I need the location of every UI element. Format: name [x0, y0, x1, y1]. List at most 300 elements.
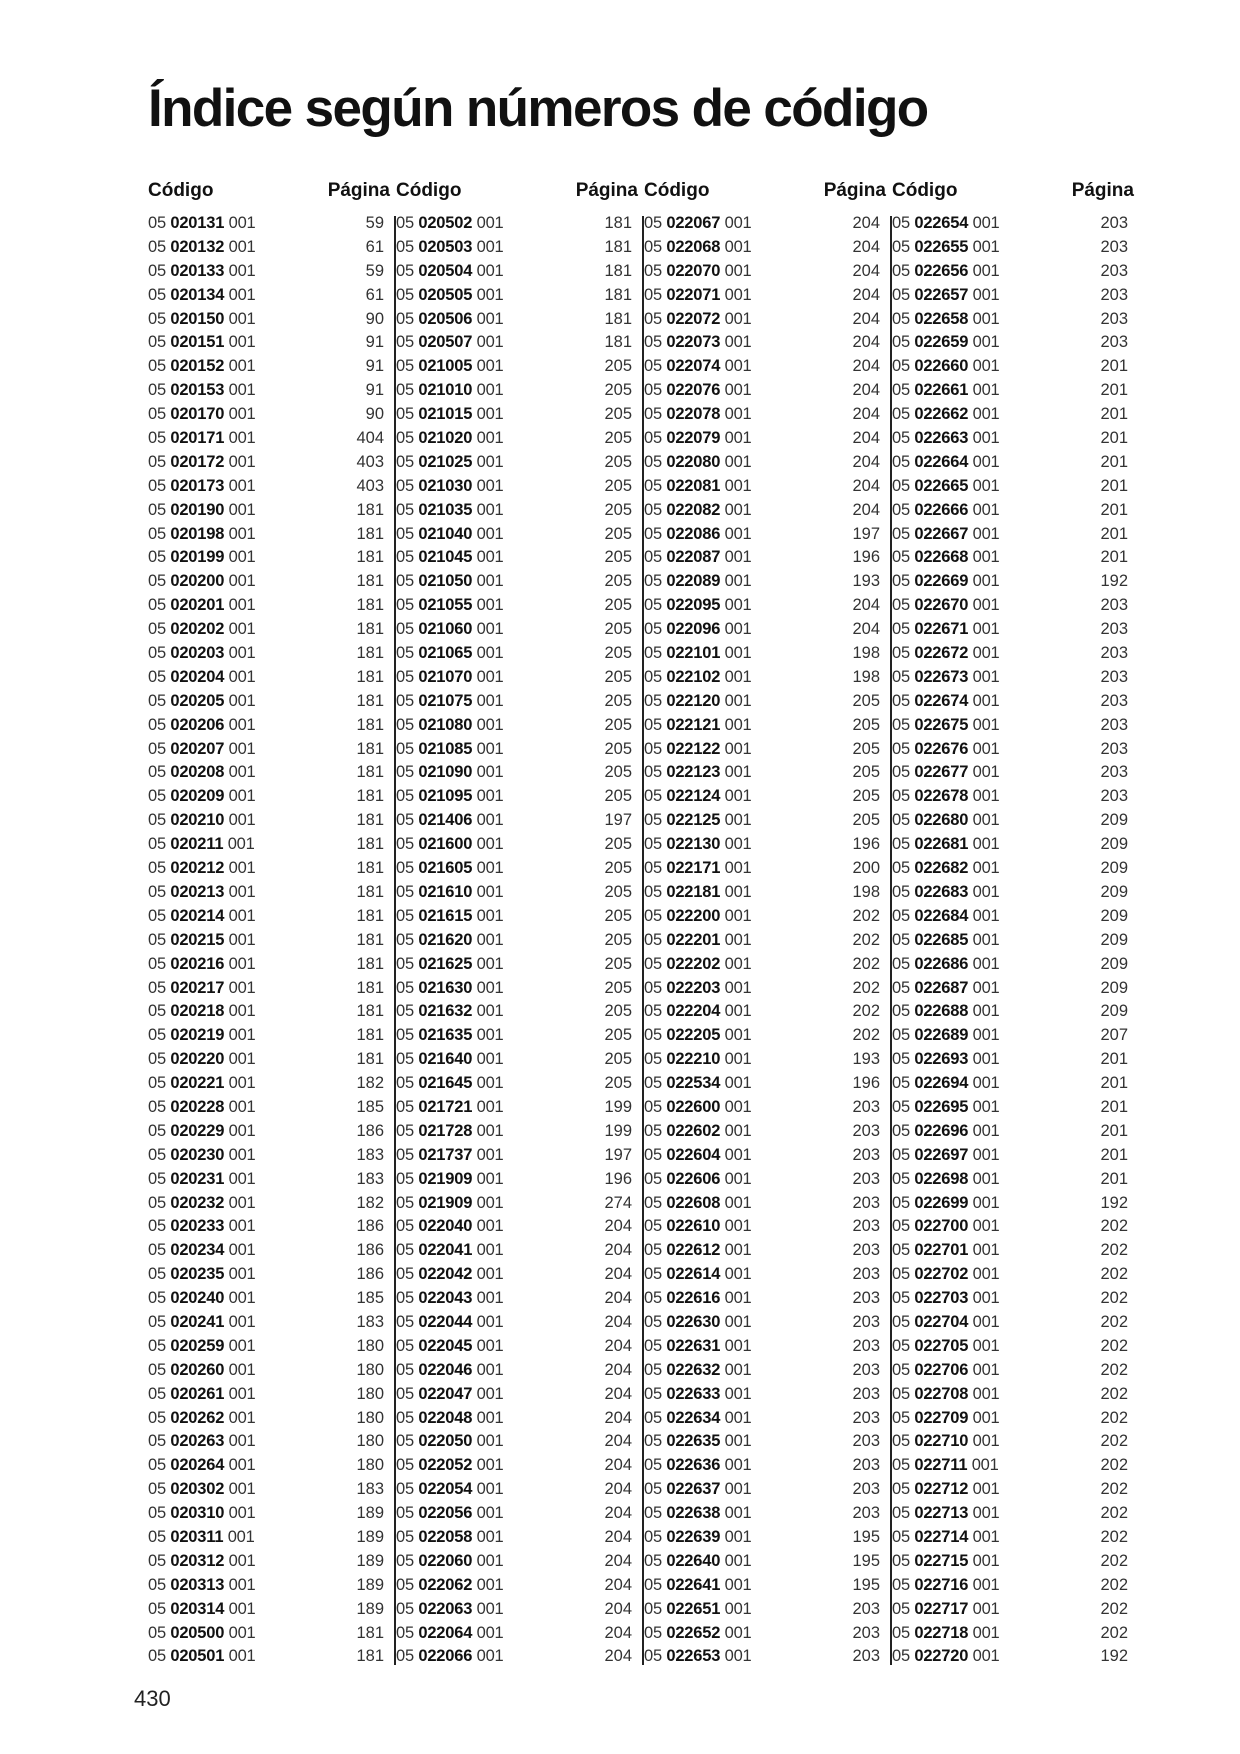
index-row: [892, 1120, 1140, 1144]
index-row: [396, 857, 644, 881]
index-row: [396, 1598, 644, 1622]
page-reference: 181: [356, 667, 384, 686]
index-row: [148, 785, 396, 809]
code-number: 05 022671 001: [892, 620, 1000, 639]
index-row: [644, 570, 892, 594]
index-row: [892, 1502, 1140, 1526]
index-row: [396, 881, 644, 905]
page-reference: 181: [604, 285, 632, 304]
index-list: [396, 212, 644, 1669]
index-row: [148, 1335, 396, 1359]
page-reference: 201: [1100, 524, 1128, 543]
index-row: [892, 1359, 1140, 1383]
index-row: [396, 1622, 644, 1646]
code-number: 05 022080 001: [644, 452, 752, 471]
index-row: [148, 570, 396, 594]
index-row: [644, 1550, 892, 1574]
page-reference: 181: [356, 978, 384, 997]
index-row: [148, 499, 396, 523]
page-reference: 186: [356, 1217, 384, 1236]
code-number: 05 022673 001: [892, 667, 1000, 686]
code-number: 05 022122 001: [644, 739, 752, 758]
index-row: [148, 977, 396, 1001]
code-number: 05 022716 001: [892, 1575, 1000, 1594]
code-number: 05 020210 001: [148, 811, 256, 830]
page-reference: 203: [852, 1647, 880, 1666]
page-reference: 181: [356, 715, 384, 734]
index-row: [148, 1502, 396, 1526]
code-number: 05 021406 001: [396, 811, 504, 830]
index-row: [644, 642, 892, 666]
index-row: [644, 761, 892, 785]
code-number: 05 021630 001: [396, 978, 504, 997]
page-reference: 90: [365, 309, 384, 328]
page-reference: 201: [1100, 452, 1128, 471]
page-reference: 403: [356, 476, 384, 495]
index-row: [148, 1120, 396, 1144]
index-row: [148, 1430, 396, 1454]
index-row: [148, 212, 396, 236]
page-reference: 204: [852, 429, 880, 448]
index-row: [396, 977, 644, 1001]
page-column-heading: Página: [823, 180, 886, 201]
page-reference: 199: [604, 1097, 632, 1116]
page-reference: 181: [356, 787, 384, 806]
code-number: 05 021600 001: [396, 835, 504, 854]
index-row: [644, 1048, 892, 1072]
index-column: [892, 178, 1140, 1669]
code-column-heading: Código: [396, 180, 462, 201]
page-reference: 185: [356, 1289, 384, 1308]
index-row: [644, 284, 892, 308]
index-row: [396, 690, 644, 714]
index-row: [148, 379, 396, 403]
index-row: [644, 953, 892, 977]
code-number: 05 020232 001: [148, 1193, 256, 1212]
page-reference: 205: [604, 691, 632, 710]
code-number: 05 022684 001: [892, 906, 1000, 925]
page-reference: 186: [356, 1265, 384, 1284]
page-reference: 203: [852, 1312, 880, 1331]
index-row: [644, 1454, 892, 1478]
page-reference: 205: [852, 787, 880, 806]
code-number: 05 020214 001: [148, 906, 256, 925]
code-number: 05 022081 001: [644, 476, 752, 495]
page-reference: 203: [852, 1193, 880, 1212]
index-row: [644, 929, 892, 953]
code-number: 05 022181 001: [644, 882, 752, 901]
page-reference: 204: [604, 1384, 632, 1403]
index-row: [396, 379, 644, 403]
page-reference: 204: [852, 620, 880, 639]
page-reference: 203: [852, 1121, 880, 1140]
index-row: [396, 1072, 644, 1096]
code-number: 05 020199 001: [148, 548, 256, 567]
index-row: [148, 427, 396, 451]
page-reference: 204: [604, 1432, 632, 1451]
index-row: [644, 1598, 892, 1622]
page-reference: 183: [356, 1312, 384, 1331]
page-reference: 193: [852, 572, 880, 591]
index-row: [396, 738, 644, 762]
code-number: 05 020153 001: [148, 381, 256, 400]
code-number: 05 020261 001: [148, 1384, 256, 1403]
index-row: [396, 785, 644, 809]
code-number: 05 022682 001: [892, 859, 1000, 878]
code-number: 05 022125 001: [644, 811, 752, 830]
index-row: [892, 1239, 1140, 1263]
page-reference: 195: [852, 1551, 880, 1570]
index-row: [892, 379, 1140, 403]
page-reference: 182: [356, 1193, 384, 1212]
index-row: [148, 1048, 396, 1072]
index-row: [892, 1024, 1140, 1048]
index-row: [396, 642, 644, 666]
index-row: [644, 379, 892, 403]
page-reference: 202: [1100, 1456, 1128, 1475]
page-reference: 185: [356, 1097, 384, 1116]
code-number: 05 020240 001: [148, 1289, 256, 1308]
index-row: [892, 1574, 1140, 1598]
index-row: [148, 308, 396, 332]
code-number: 05 020211 001: [148, 835, 255, 854]
page-reference: 205: [852, 811, 880, 830]
page-reference: 204: [604, 1504, 632, 1523]
index-row: [148, 905, 396, 929]
index-row: [396, 1024, 644, 1048]
page-reference: 181: [604, 309, 632, 328]
index-row: [892, 785, 1140, 809]
code-number: 05 022052 001: [396, 1456, 504, 1475]
page-reference: 204: [604, 1336, 632, 1355]
index-list: [892, 212, 1140, 1669]
page-reference: 205: [604, 620, 632, 639]
code-number: 05 022066 001: [396, 1647, 504, 1666]
page-reference: 181: [356, 906, 384, 925]
page-reference: 201: [1100, 476, 1128, 495]
page-reference: 205: [604, 500, 632, 519]
index-row: [644, 1120, 892, 1144]
code-number: 05 021620 001: [396, 930, 504, 949]
page-reference: 192: [1100, 1193, 1128, 1212]
code-number: 05 022702 001: [892, 1265, 1000, 1284]
index-row: [892, 499, 1140, 523]
page-reference: 183: [356, 1480, 384, 1499]
page-reference: 181: [356, 500, 384, 519]
index-row: [892, 738, 1140, 762]
index-row: [396, 1550, 644, 1574]
page-reference: 205: [604, 429, 632, 448]
code-number: 05 022203 001: [644, 978, 752, 997]
page-reference: 205: [604, 906, 632, 925]
page-reference: 181: [604, 261, 632, 280]
page-reference: 204: [852, 261, 880, 280]
index-row: [148, 1096, 396, 1120]
code-number: 05 022123 001: [644, 763, 752, 782]
code-number: 05 020134 001: [148, 285, 256, 304]
code-number: 05 022606 001: [644, 1169, 752, 1188]
index-row: [148, 953, 396, 977]
index-row: [892, 714, 1140, 738]
code-number: 05 022655 001: [892, 237, 1000, 256]
code-number: 05 020204 001: [148, 667, 256, 686]
page-reference: 59: [365, 261, 384, 280]
code-number: 05 022120 001: [644, 691, 752, 710]
code-number: 05 022050 001: [396, 1432, 504, 1451]
index-row: [396, 1239, 644, 1263]
code-number: 05 021080 001: [396, 715, 504, 734]
page-reference: 181: [356, 882, 384, 901]
code-number: 05 020507 001: [396, 333, 504, 352]
index-row: [892, 1048, 1140, 1072]
index-row: [892, 1407, 1140, 1431]
index-row: [396, 451, 644, 475]
code-number: 05 020202 001: [148, 620, 256, 639]
index-row: [148, 714, 396, 738]
index-row: [892, 451, 1140, 475]
code-number: 05 022101 001: [644, 644, 752, 663]
page-reference: 203: [852, 1360, 880, 1379]
page-reference: 202: [1100, 1217, 1128, 1236]
index-list: [148, 212, 396, 1669]
code-number: 05 022078 001: [644, 405, 752, 424]
code-number: 05 020171 001: [148, 429, 256, 448]
code-number: 05 022640 001: [644, 1551, 752, 1570]
page-reference: 203: [852, 1097, 880, 1116]
page-reference: 180: [356, 1336, 384, 1355]
code-number: 05 020207 001: [148, 739, 256, 758]
page-reference: 202: [1100, 1408, 1128, 1427]
code-number: 05 022654 001: [892, 214, 1000, 232]
page-reference: 202: [1100, 1599, 1128, 1618]
page-reference: 204: [604, 1623, 632, 1642]
page-reference: 202: [852, 978, 880, 997]
page-reference: 205: [604, 1050, 632, 1069]
index-row: [644, 594, 892, 618]
index-row: [892, 403, 1140, 427]
page-reference: 205: [604, 476, 632, 495]
page-reference: 198: [852, 667, 880, 686]
page-reference: 203: [1100, 644, 1128, 663]
index-row: [892, 761, 1140, 785]
code-number: 05 022056 001: [396, 1504, 504, 1523]
code-column-heading: Código: [148, 180, 214, 201]
index-row: [396, 212, 644, 236]
index-row: [148, 1550, 396, 1574]
index-row: [396, 618, 644, 642]
index-row: [892, 1478, 1140, 1502]
index-row: [892, 1000, 1140, 1024]
code-column-heading: Código: [892, 180, 958, 201]
page-reference: 196: [604, 1169, 632, 1188]
code-number: 05 021060 001: [396, 620, 504, 639]
code-number: 05 022086 001: [644, 524, 752, 543]
code-number: 05 022685 001: [892, 930, 1000, 949]
code-number: 05 022040 001: [396, 1217, 504, 1236]
index-row: [148, 1454, 396, 1478]
index-row: [396, 1096, 644, 1120]
page-reference: 197: [604, 811, 632, 830]
index-row: [148, 833, 396, 857]
index-row: [892, 929, 1140, 953]
page-reference: 181: [604, 333, 632, 352]
index-row: [644, 1335, 892, 1359]
code-number: 05 022664 001: [892, 452, 1000, 471]
code-number: 05 022638 001: [644, 1504, 752, 1523]
page-reference: 201: [1100, 357, 1128, 376]
index-row: [396, 714, 644, 738]
index-row: [148, 1526, 396, 1550]
code-number: 05 022612 001: [644, 1241, 752, 1260]
page-reference: 205: [604, 787, 632, 806]
page-reference: 90: [365, 405, 384, 424]
page-reference: 181: [356, 548, 384, 567]
code-number: 05 020212 001: [148, 859, 256, 878]
index-row: [644, 1287, 892, 1311]
page-reference: 204: [852, 452, 880, 471]
code-column-heading: Código: [644, 180, 710, 201]
page-reference: 201: [1100, 405, 1128, 424]
index-row: [396, 403, 644, 427]
page-reference: 196: [852, 548, 880, 567]
index-row: [892, 642, 1140, 666]
index-row: [396, 1574, 644, 1598]
page-reference: 205: [604, 882, 632, 901]
index-row: [396, 260, 644, 284]
code-number: 05 022665 001: [892, 476, 1000, 495]
index-row: [148, 1645, 396, 1669]
index-column: [396, 178, 644, 1669]
code-number: 05 022699 001: [892, 1193, 1000, 1212]
code-number: 05 020228 001: [148, 1097, 256, 1116]
index-row: [892, 1430, 1140, 1454]
code-number: 05 021090 001: [396, 763, 504, 782]
code-number: 05 022068 001: [644, 237, 752, 256]
index-row: [396, 523, 644, 547]
code-number: 05 022668 001: [892, 548, 1000, 567]
page-reference: 404: [356, 429, 384, 448]
page-reference: 203: [1100, 214, 1128, 232]
code-number: 05 022046 001: [396, 1360, 504, 1379]
page-reference: 192: [1100, 572, 1128, 591]
page-reference: 203: [1100, 667, 1128, 686]
index-row: [892, 1311, 1140, 1335]
page-reference: 203: [852, 1265, 880, 1284]
page-reference: 209: [1100, 859, 1128, 878]
code-number: 05 022696 001: [892, 1121, 1000, 1140]
index-row: [148, 642, 396, 666]
code-number: 05 022631 001: [644, 1336, 752, 1355]
index-row: [396, 1168, 644, 1192]
page-reference: 204: [852, 476, 880, 495]
page-reference: 204: [604, 1241, 632, 1260]
page-reference: 204: [604, 1360, 632, 1379]
code-number: 05 021055 001: [396, 596, 504, 615]
code-number: 05 021728 001: [396, 1121, 504, 1140]
index-row: [148, 475, 396, 499]
index-row: [892, 355, 1140, 379]
index-row: [892, 284, 1140, 308]
page-reference: 205: [604, 954, 632, 973]
page-reference: 403: [356, 452, 384, 471]
code-number: 05 022717 001: [892, 1599, 1000, 1618]
page-reference: 202: [852, 930, 880, 949]
page-reference: 202: [1100, 1504, 1128, 1523]
code-number: 05 020131 001: [148, 214, 256, 232]
index-row: [892, 475, 1140, 499]
page-reference: 204: [852, 285, 880, 304]
page-reference: 201: [1100, 1145, 1128, 1164]
code-number: 05 021615 001: [396, 906, 504, 925]
code-number: 05 022210 001: [644, 1050, 752, 1069]
code-number: 05 021010 001: [396, 381, 504, 400]
index-row: [892, 308, 1140, 332]
page-reference: 203: [1100, 285, 1128, 304]
page-reference: 202: [1100, 1480, 1128, 1499]
index-row: [148, 1168, 396, 1192]
index-row: [148, 809, 396, 833]
code-number: 05 022653 001: [644, 1647, 752, 1666]
index-row: [644, 1144, 892, 1168]
index-row: [892, 212, 1140, 236]
code-number: 05 020200 001: [148, 572, 256, 591]
code-number: 05 022632 001: [644, 1360, 752, 1379]
page-reference: 204: [852, 237, 880, 256]
page-column-heading: Página: [1071, 180, 1134, 201]
page-reference: 186: [356, 1241, 384, 1260]
code-number: 05 020262 001: [148, 1408, 256, 1427]
index-row: [148, 1144, 396, 1168]
code-number: 05 022708 001: [892, 1384, 1000, 1403]
code-number: 05 022711 001: [892, 1456, 999, 1475]
page-reference: 195: [852, 1527, 880, 1546]
code-number: 05 022714 001: [892, 1527, 1000, 1546]
code-index-table: [148, 178, 1140, 1669]
page-reference: 204: [852, 596, 880, 615]
index-row: [892, 546, 1140, 570]
code-number: 05 022067 001: [644, 214, 752, 232]
page-reference: 205: [604, 572, 632, 591]
code-number: 05 022074 001: [644, 357, 752, 376]
code-number: 05 021035 001: [396, 500, 504, 519]
index-row: [396, 1144, 644, 1168]
index-row: [892, 523, 1140, 547]
index-row: [892, 1215, 1140, 1239]
code-number: 05 020220 001: [148, 1050, 256, 1069]
code-number: 05 022688 001: [892, 1002, 1000, 1021]
code-number: 05 021085 001: [396, 739, 504, 758]
index-row: [644, 427, 892, 451]
page-reference: 196: [852, 1074, 880, 1093]
index-row: [892, 977, 1140, 1001]
code-number: 05 022659 001: [892, 333, 1000, 352]
index-row: [396, 427, 644, 451]
page-reference: 201: [1100, 1121, 1128, 1140]
page-reference: 203: [852, 1408, 880, 1427]
code-number: 05 022637 001: [644, 1480, 752, 1499]
page-reference: 180: [356, 1456, 384, 1475]
code-number: 05 022651 001: [644, 1599, 752, 1618]
index-list: [644, 212, 892, 1669]
index-row: [644, 666, 892, 690]
index-row: [892, 1598, 1140, 1622]
page-reference: 205: [604, 763, 632, 782]
code-number: 05 022095 001: [644, 596, 752, 615]
index-row: [396, 331, 644, 355]
index-row: [148, 1622, 396, 1646]
index-row: [644, 451, 892, 475]
code-number: 05 022709 001: [892, 1408, 1000, 1427]
